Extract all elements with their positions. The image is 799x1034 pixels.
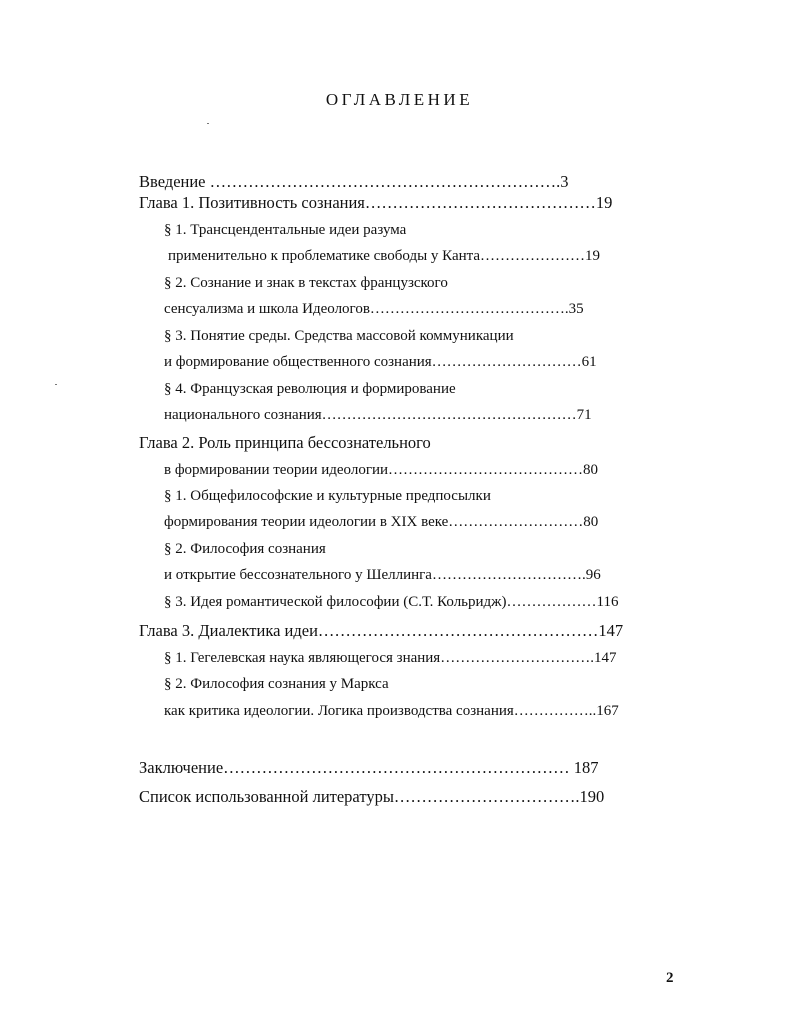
toc-entry-conclusion: Заключение……………………………………………………… 187	[139, 758, 599, 777]
toc-entry-1-1-title: § 1. Трансцендентальные идеи разума	[164, 222, 407, 238]
toc-entry-2-2-title: § 2. Философия сознания	[164, 541, 326, 557]
toc-entry-2-1-page: формирования теории идеологии в XIX веке………………………80	[164, 514, 599, 530]
toc-entry-3-2-page: как критика идеологии. Логика производства сознания……………..167	[164, 703, 619, 719]
toc-entry-chapter-2-page: в формировании теории идеологии…………………………………80	[164, 462, 599, 478]
toc-entry-2-2-page: и открытие бессознательного у Шеллинга………………………….96	[164, 567, 601, 583]
toc-entry-chapter-2-title: Глава 2. Роль принципа бессознательного	[139, 433, 431, 452]
toc-entry-2-1-title: § 1. Общефилософские и культурные предпосылки	[164, 488, 491, 504]
toc-entry-chapter-3: Глава 3. Диалектика идеи……………………………………………147	[139, 621, 624, 640]
page-number: 2	[666, 970, 674, 986]
page-title: ОГЛАВЛЕНИЕ	[325, 90, 474, 109]
scan-speck	[207, 123, 209, 124]
toc-entry-1-3-title: § 3. Понятие среды. Средства массовой коммуникации	[164, 328, 514, 344]
toc-entry-3-1: § 1. Гегелевская наука являющегося знания………………………….147	[164, 650, 617, 666]
toc-entry-2-3: § 3. Идея романтической философии (С.Т. Кольридж)………………116	[164, 594, 619, 610]
toc-entry-1-2-title: § 2. Сознание и знак в текстах французского	[164, 275, 448, 291]
toc-entry-bibliography: Список использованной литературы…………………………….190	[139, 787, 605, 806]
toc-entry-1-2-page: сенсуализма и школа Идеологов………………………………….35	[164, 301, 584, 317]
toc-entry-3-2-title: § 2. Философия сознания у Маркса	[164, 676, 389, 692]
toc-entry-1-4-page: национального сознания……………………………………………71	[164, 407, 592, 423]
toc-entry-1-3-page: и формирование общественного сознания…………………………61	[164, 354, 597, 370]
toc-entry-chapter-1: Глава 1. Позитивность сознания……………………………………19	[139, 193, 613, 212]
scan-speck	[55, 384, 57, 385]
toc-entry-1-4-title: § 4. Французская революция и формирование	[164, 381, 456, 397]
toc-entry-introduction: Введение ……………………………………………………….3	[139, 172, 569, 191]
toc-entry-1-1-page: применительно к проблематике свободы у Канта…………………19	[168, 248, 601, 264]
